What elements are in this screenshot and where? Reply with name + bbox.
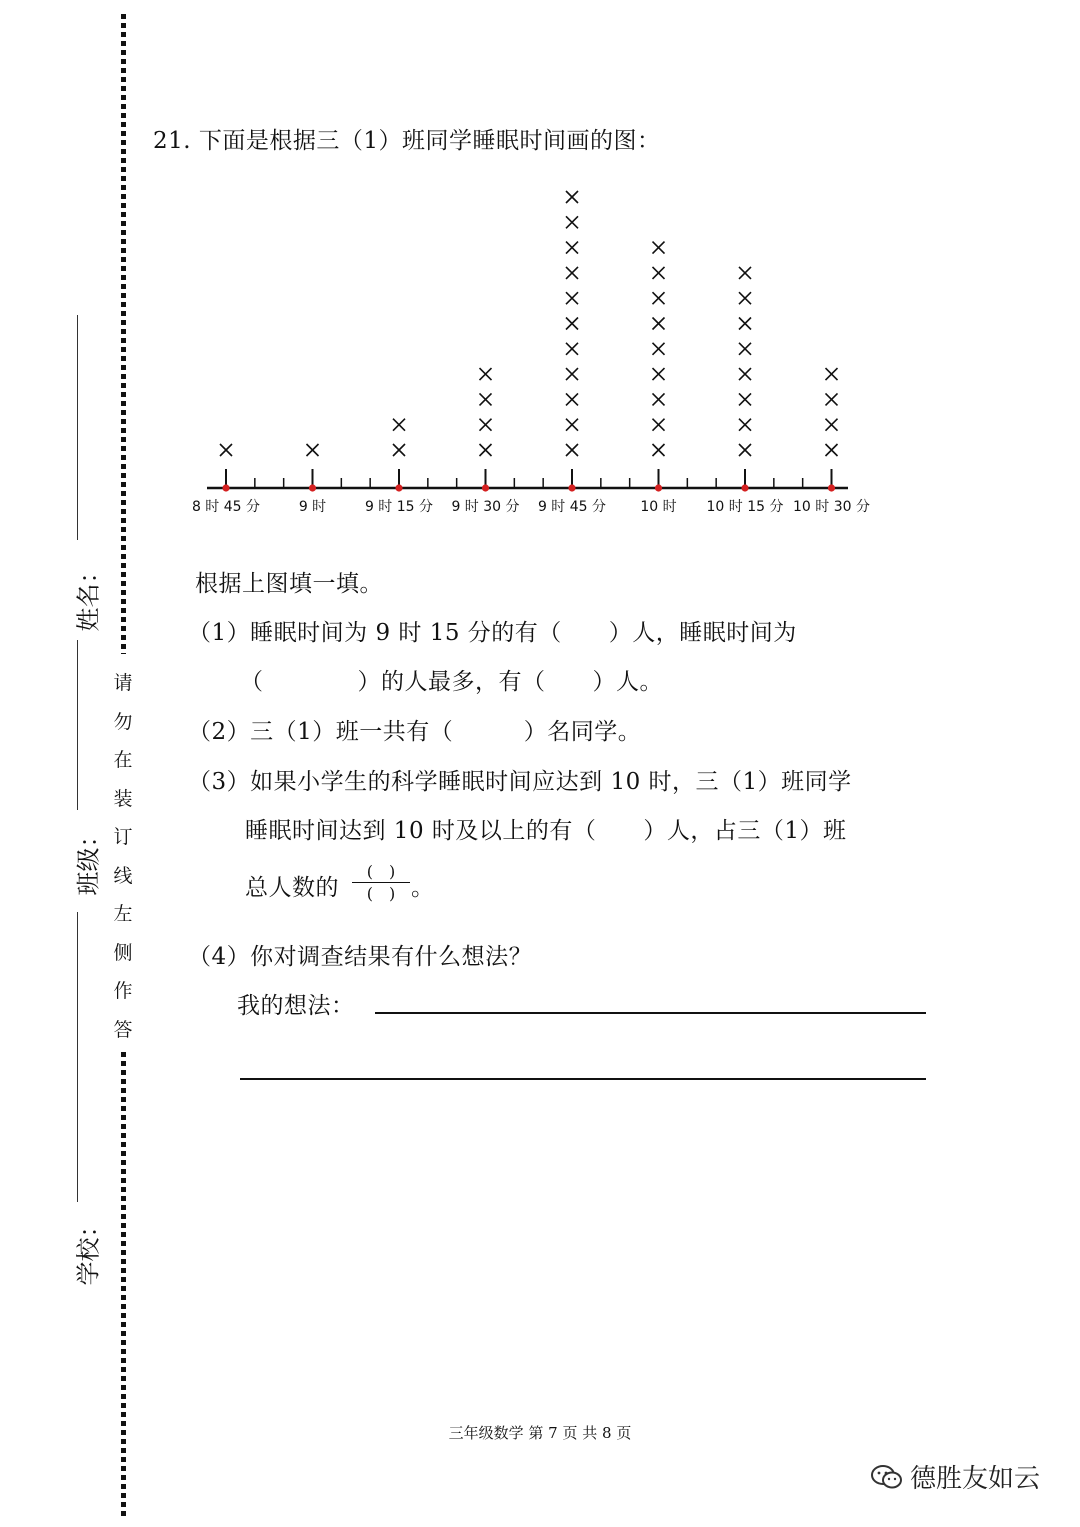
data-mark-x [739,292,751,304]
data-mark-x [826,368,838,380]
data-mark-x [566,191,578,203]
tick-dot [655,484,662,491]
tick-label: 10 时 30 分 [793,499,870,515]
watermark [870,1458,1040,1495]
question-title: 21. 下面是根据三（1）班同学睡眠时间画的图： [153,128,661,154]
data-mark-x [653,368,665,380]
data-mark-x [653,292,665,304]
notice-char: 作 [113,980,133,1002]
wechat-icon [870,1464,904,1490]
q2-text: （2）三（1）班一共有（ ）名同学。 [188,719,642,745]
data-mark-x [566,368,578,380]
tick-dot [222,484,229,491]
data-mark-x [739,343,751,355]
notice-char: 侧 [113,941,133,964]
tick-label: 9 时 [298,499,327,515]
data-mark-x [653,393,665,405]
q1-line2: （ ）的人最多，有（ ）人。 [240,669,663,695]
q3-line1: （3）如果小学生的科学睡眠时间应达到 10 时，三（1）班同学 [188,769,852,795]
tick-label: 10 时 [640,499,677,515]
q3-line3-prefix: 总人数的 [245,875,339,901]
idea-answer-line-1[interactable] [375,1012,926,1014]
notice-char: 线 [113,864,133,887]
tick-dot [395,484,402,491]
tick-dot [828,484,835,491]
data-mark-x [739,368,751,380]
binding-notice [110,664,136,1049]
data-mark-x [393,444,405,456]
notice-char: 勿 [113,710,133,733]
my-idea-label: 我的想法： [237,993,355,1019]
tick-dot [568,484,575,491]
data-mark-x [826,419,838,431]
data-mark-x [480,368,492,380]
tick-label: 10 时 15 分 [706,499,784,515]
tick-dot [482,484,489,491]
data-mark-x [307,444,319,456]
idea-answer-line-2[interactable] [240,1078,926,1080]
name-label: 姓名： [74,559,103,632]
data-mark-x [566,318,578,330]
notice-char: 请 [113,672,133,694]
data-mark-x [653,343,665,355]
notice-char: 订 [113,826,133,848]
data-mark-x [480,419,492,431]
data-mark-x [826,393,838,405]
data-mark-x [566,267,578,279]
data-mark-x [566,242,578,254]
data-mark-x [566,444,578,456]
data-mark-x [739,318,751,330]
data-mark-x [653,267,665,279]
data-mark-x [653,444,665,456]
data-mark-x [393,419,405,431]
data-mark-x [653,419,665,431]
data-mark-x [480,393,492,405]
data-mark-x [739,444,751,456]
class-blank-line [77,912,78,1202]
school-label: 学校： [74,1213,103,1286]
tick-label: 8 时 45 分 [191,499,261,515]
tick-label: 9 时 30 分 [451,499,520,515]
instruction-text: 根据上图填一填。 [195,571,383,597]
data-mark-x [566,292,578,304]
tick-dot [741,484,748,491]
data-mark-x [566,343,578,355]
q3-line3-suffix: 。 [411,875,435,901]
data-mark-x [566,216,578,228]
page-footer: 三年级数学 第 7 页 共 8 页 [448,1424,632,1442]
data-mark-x [653,242,665,254]
q1-line1: （1）睡眠时间为 9 时 15 分的有（ ）人，睡眠时间为 [188,620,797,646]
data-mark-x [739,267,751,279]
data-mark-x [739,393,751,405]
notice-char: 答 [113,1018,133,1041]
notice-char: 左 [113,903,133,925]
binding-dotted-line-bottom [121,1052,126,1518]
fraction-denominator[interactable]: ( ) [366,884,396,903]
watermark-text: 德胜友如云 [910,1464,1041,1494]
class-label: 班级： [74,823,103,896]
data-mark-x [566,393,578,405]
data-mark-x [566,419,578,431]
fraction-numerator[interactable]: ( ) [352,862,410,883]
data-mark-x [220,444,232,456]
data-mark-x [653,318,665,330]
class-blank-line-top [77,640,78,810]
notice-char: 在 [113,749,133,771]
fraction-blank[interactable] [352,862,410,905]
q4-text: （4）你对调查结果有什么想法？ [188,944,533,970]
tick-label: 9 时 15 分 [364,499,434,515]
sleep-time-dot-plot [0,170,1080,530]
tick-dot [309,484,316,491]
data-mark-x [826,444,838,456]
data-mark-x [480,444,492,456]
notice-char: 装 [113,787,133,810]
data-mark-x [739,419,751,431]
tick-label: 9 时 45 分 [537,499,607,515]
q3-line2: 睡眠时间达到 10 时及以上的有（ ）人，占三（1）班 [245,818,847,844]
